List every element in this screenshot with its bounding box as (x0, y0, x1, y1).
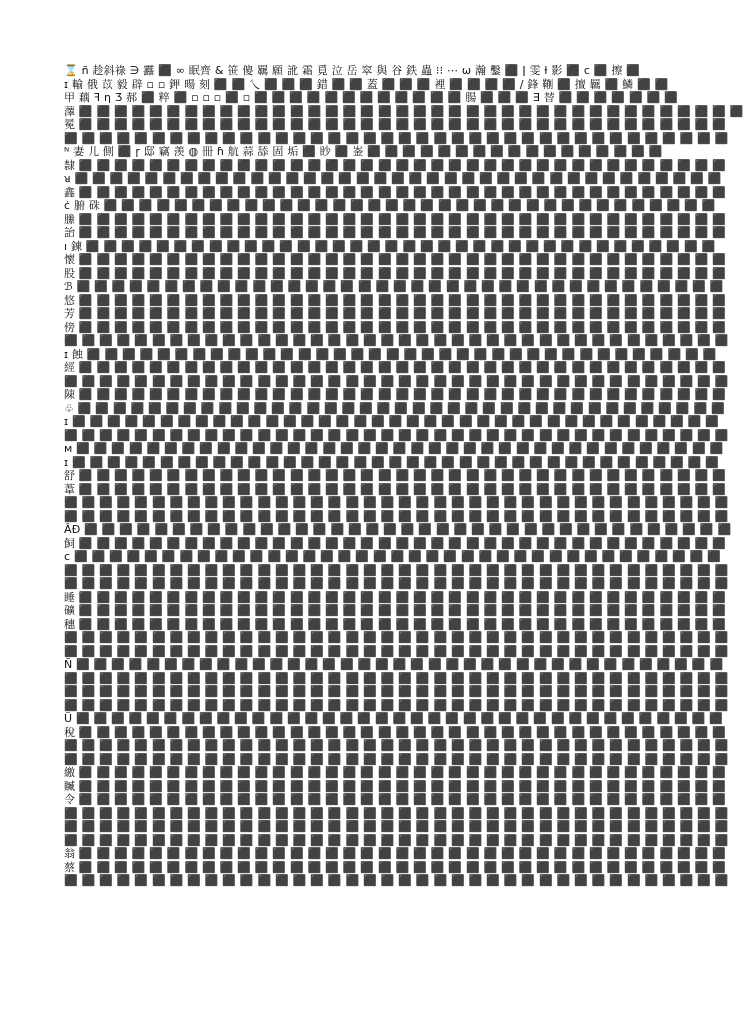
text-line: ⬛ ⬛ ⬛ ⬛ ⬛ ⬛ ⬛ ⬛ ⬛ ⬛ ⬛ ⬛ ⬛ ⬛ ⬛ ⬛ ⬛ ⬛ ⬛ ⬛ ⬛ ⬛ ⬛ ⬛ ⬛ ⬛ ⬛ ⬛ ⬛ ⬛ ⬛ ⬛ ⬛ ⬛ ⬛ ⬛ ⬛ ⬛ (64, 698, 729, 712)
text-line: 芳 ⬛ ⬛ ⬛ ⬛ ⬛ ⬛ ⬛ ⬛ ⬛ ⬛ ⬛ ⬛ ⬛ ⬛ ⬛ ⬛ ⬛ ⬛ ⬛ ⬛ ⬛ ⬛ ⬛ ⬛ ⬛ ⬛ ⬛ ⬛ ⬛ ⬛ ⬛ ⬛ ⬛ ⬛ ⬛ ⬛ ⬛ (64, 307, 727, 320)
text-line: ⬛ ⬛ ⬛ ⬛ ⬛ ⬛ ⬛ ⬛ ⬛ ⬛ ⬛ ⬛ ⬛ ⬛ ⬛ ⬛ ⬛ ⬛ ⬛ ⬛ ⬛ ⬛ ⬛ ⬛ ⬛ ⬛ ⬛ ⬛ ⬛ ⬛ ⬛ ⬛ ⬛ ⬛ ⬛ ⬛ ⬛ ⬛ (64, 496, 729, 509)
text-line: 蔡 ⬛ ⬛ ⬛ ⬛ ⬛ ⬛ ⬛ ⬛ ⬛ ⬛ ⬛ ⬛ ⬛ ⬛ ⬛ ⬛ ⬛ ⬛ ⬛ ⬛ ⬛ ⬛ ⬛ ⬛ ⬛ ⬛ ⬛ ⬛ ⬛ ⬛ ⬛ ⬛ ⬛ ⬛ ⬛ ⬛ ⬛ (64, 860, 727, 874)
text-line: 睡 ⬛ ⬛ ⬛ ⬛ ⬛ ⬛ ⬛ ⬛ ⬛ ⬛ ⬛ ⬛ ⬛ ⬛ ⬛ ⬛ ⬛ ⬛ ⬛ ⬛ ⬛ ⬛ ⬛ ⬛ ⬛ ⬛ ⬛ ⬛ ⬛ ⬛ ⬛ ⬛ ⬛ ⬛ ⬛ ⬛ ⬛ (64, 590, 727, 604)
text-line: ⬛ ⬛ ⬛ ⬛ ⬛ ⬛ ⬛ ⬛ ⬛ ⬛ ⬛ ⬛ ⬛ ⬛ ⬛ ⬛ ⬛ ⬛ ⬛ ⬛ ⬛ ⬛ ⬛ ⬛ ⬛ ⬛ ⬛ ⬛ ⬛ ⬛ ⬛ ⬛ ⬛ ⬛ ⬛ ⬛ ⬛ ⬛ (64, 509, 729, 523)
text-line: ℬ ⬛ ⬛ ⬛ ⬛ ⬛ ⬛ ⬛ ⬛ ⬛ ⬛ ⬛ ⬛ ⬛ ⬛ ⬛ ⬛ ⬛ ⬛ ⬛ ⬛ ⬛ ⬛ ⬛ ⬛ ⬛ ⬛ ⬛ ⬛ ⬛ ⬛ ⬛ ⬛ ⬛ ⬛ ⬛ ⬛ ⬛ (64, 280, 724, 293)
text-line: 穗 ⬛ ⬛ ⬛ ⬛ ⬛ ⬛ ⬛ ⬛ ⬛ ⬛ ⬛ ⬛ ⬛ ⬛ ⬛ ⬛ ⬛ ⬛ ⬛ ⬛ ⬛ ⬛ ⬛ ⬛ ⬛ ⬛ ⬛ ⬛ ⬛ ⬛ ⬛ ⬛ ⬛ ⬛ ⬛ ⬛ ⬛ (64, 617, 727, 631)
text-line: ⬛ ⬛ ⬛ ⬛ ⬛ ⬛ ⬛ ⬛ ⬛ ⬛ ⬛ ⬛ ⬛ ⬛ ⬛ ⬛ ⬛ ⬛ ⬛ ⬛ ⬛ ⬛ ⬛ ⬛ ⬛ ⬛ ⬛ ⬛ ⬛ ⬛ ⬛ ⬛ ⬛ ⬛ ⬛ ⬛ ⬛ ⬛ (64, 874, 729, 887)
text-line: 繳 ⬛ ⬛ ⬛ ⬛ ⬛ ⬛ ⬛ ⬛ ⬛ ⬛ ⬛ ⬛ ⬛ ⬛ ⬛ ⬛ ⬛ ⬛ ⬛ ⬛ ⬛ ⬛ ⬛ ⬛ ⬛ ⬛ ⬛ ⬛ ⬛ ⬛ ⬛ ⬛ ⬛ ⬛ ⬛ ⬛ ⬛ (64, 766, 727, 779)
text-line: 冕 ⬛ ⬛ ⬛ ⬛ ⬛ ⬛ ⬛ ⬛ ⬛ ⬛ ⬛ ⬛ ⬛ ⬛ ⬛ ⬛ ⬛ ⬛ ⬛ ⬛ ⬛ ⬛ ⬛ ⬛ ⬛ ⬛ ⬛ ⬛ ⬛ ⬛ ⬛ ⬛ ⬛ ⬛ ⬛ ⬛ ⬛ (64, 118, 727, 131)
text-line: ⬛ ⬛ ⬛ ⬛ ⬛ ⬛ ⬛ ⬛ ⬛ ⬛ ⬛ ⬛ ⬛ ⬛ ⬛ ⬛ ⬛ ⬛ ⬛ ⬛ ⬛ ⬛ ⬛ ⬛ ⬛ ⬛ ⬛ ⬛ ⬛ ⬛ ⬛ ⬛ ⬛ ⬛ ⬛ ⬛ ⬛ ⬛ (64, 820, 729, 833)
text-line: 礦 ⬛ ⬛ ⬛ ⬛ ⬛ ⬛ ⬛ ⬛ ⬛ ⬛ ⬛ ⬛ ⬛ ⬛ ⬛ ⬛ ⬛ ⬛ ⬛ ⬛ ⬛ ⬛ ⬛ ⬛ ⬛ ⬛ ⬛ ⬛ ⬛ ⬛ ⬛ ⬛ ⬛ ⬛ ⬛ ⬛ ⬛ (64, 604, 727, 617)
text-line: 翁 ⬛ ⬛ ⬛ ⬛ ⬛ ⬛ ⬛ ⬛ ⬛ ⬛ ⬛ ⬛ ⬛ ⬛ ⬛ ⬛ ⬛ ⬛ ⬛ ⬛ ⬛ ⬛ ⬛ ⬛ ⬛ ⬛ ⬛ ⬛ ⬛ ⬛ ⬛ ⬛ ⬛ ⬛ ⬛ ⬛ ⬛ (64, 847, 727, 860)
text-line: 飼 ⬛ ⬛ ⬛ ⬛ ⬛ ⬛ ⬛ ⬛ ⬛ ⬛ ⬛ ⬛ ⬛ ⬛ ⬛ ⬛ ⬛ ⬛ ⬛ ⬛ ⬛ ⬛ ⬛ ⬛ ⬛ ⬛ ⬛ ⬛ ⬛ ⬛ ⬛ ⬛ ⬛ ⬛ ⬛ ⬛ ⬛ (64, 536, 727, 550)
text-line: 懷 ⬛ ⬛ ⬛ ⬛ ⬛ ⬛ ⬛ ⬛ ⬛ ⬛ ⬛ ⬛ ⬛ ⬛ ⬛ ⬛ ⬛ ⬛ ⬛ ⬛ ⬛ ⬛ ⬛ ⬛ ⬛ ⬛ ⬛ ⬛ ⬛ ⬛ ⬛ ⬛ ⬛ ⬛ ⬛ ⬛ ⬛ (64, 253, 727, 266)
text-line: 甲 藕 ꟻ η Ӡ 郝 ⬛ 粹 ⬛ ▫ ▫ ▫ ⬛ ▫ ⬛ ⬛ ⬛ ⬛ ⬛ ⬛ ⬛ ⬛ ⬛ ⬛ ⬛ ⬛ 腸 ⬛ ⬛ ⬛ ∃ 替 ⬛ ⬛ ⬛ ⬛ ⬛ ⬛ ⬛ (64, 91, 679, 104)
text-line: ᴚ ⬛ ⬛ ⬛ ⬛ ⬛ ⬛ ⬛ ⬛ ⬛ ⬛ ⬛ ⬛ ⬛ ⬛ ⬛ ⬛ ⬛ ⬛ ⬛ ⬛ ⬛ ⬛ ⬛ ⬛ ⬛ ⬛ ⬛ ⬛ ⬛ ⬛ ⬛ ⬛ ⬛ ⬛ ⬛ ⬛ ⬛ (64, 172, 722, 185)
text-line: 葦 ⬛ ⬛ ⬛ ⬛ ⬛ ⬛ ⬛ ⬛ ⬛ ⬛ ⬛ ⬛ ⬛ ⬛ ⬛ ⬛ ⬛ ⬛ ⬛ ⬛ ⬛ ⬛ ⬛ ⬛ ⬛ ⬛ ⬛ ⬛ ⬛ ⬛ ⬛ ⬛ ⬛ ⬛ ⬛ ⬛ ⬛ (64, 482, 727, 496)
text-line: 悠 ⬛ ⬛ ⬛ ⬛ ⬛ ⬛ ⬛ ⬛ ⬛ ⬛ ⬛ ⬛ ⬛ ⬛ ⬛ ⬛ ⬛ ⬛ ⬛ ⬛ ⬛ ⬛ ⬛ ⬛ ⬛ ⬛ ⬛ ⬛ ⬛ ⬛ ⬛ ⬛ ⬛ ⬛ ⬛ ⬛ ⬛ (64, 293, 727, 307)
text-line: ɪ ⬛ ⬛ ⬛ ⬛ ⬛ ⬛ ⬛ ⬛ ⬛ ⬛ ⬛ ⬛ ⬛ ⬛ ⬛ ⬛ ⬛ ⬛ ⬛ ⬛ ⬛ ⬛ ⬛ ⬛ ⬛ ⬛ ⬛ ⬛ ⬛ ⬛ ⬛ ⬛ ⬛ ⬛ ⬛ ⬛ ⬛ (64, 415, 720, 428)
text-line: ⬛ ⬛ ⬛ ⬛ ⬛ ⬛ ⬛ ⬛ ⬛ ⬛ ⬛ ⬛ ⬛ ⬛ ⬛ ⬛ ⬛ ⬛ ⬛ ⬛ ⬛ ⬛ ⬛ ⬛ ⬛ ⬛ ⬛ ⬛ ⬛ ⬛ ⬛ ⬛ ⬛ ⬛ ⬛ ⬛ ⬛ ⬛ (64, 671, 729, 685)
text-line: ÂĐ ⬛ ⬛ ⬛ ⬛ ⬛ ⬛ ⬛ ⬛ ⬛ ⬛ ⬛ ⬛ ⬛ ⬛ ⬛ ⬛ ⬛ ⬛ ⬛ ⬛ ⬛ ⬛ ⬛ ⬛ ⬛ ⬛ ⬛ ⬛ ⬛ ⬛ ⬛ ⬛ ⬛ ⬛ ⬛ ⬛ ⬛ (64, 523, 732, 536)
text-line: ⬛ ⬛ ⬛ ⬛ ⬛ ⬛ ⬛ ⬛ ⬛ ⬛ ⬛ ⬛ ⬛ ⬛ ⬛ ⬛ ⬛ ⬛ ⬛ ⬛ ⬛ ⬛ ⬛ ⬛ ⬛ ⬛ ⬛ ⬛ ⬛ ⬛ ⬛ ⬛ ⬛ ⬛ ⬛ ⬛ ⬛ ⬛ (64, 644, 729, 658)
text-line: ᴄ ⬛ ⬛ ⬛ ⬛ ⬛ ⬛ ⬛ ⬛ ⬛ ⬛ ⬛ ⬛ ⬛ ⬛ ⬛ ⬛ ⬛ ⬛ ⬛ ⬛ ⬛ ⬛ ⬛ ⬛ ⬛ ⬛ ⬛ ⬛ ⬛ ⬛ ⬛ ⬛ ⬛ ⬛ ⬛ ⬛ ⬛ (64, 550, 722, 563)
text-line: ⬛ ⬛ ⬛ ⬛ ⬛ ⬛ ⬛ ⬛ ⬛ ⬛ ⬛ ⬛ ⬛ ⬛ ⬛ ⬛ ⬛ ⬛ ⬛ ⬛ ⬛ ⬛ ⬛ ⬛ ⬛ ⬛ ⬛ ⬛ ⬛ ⬛ ⬛ ⬛ ⬛ ⬛ ⬛ ⬛ ⬛ ⬛ (64, 563, 729, 577)
garbled-text-block (64, 64, 744, 887)
text-line: ⬛ ⬛ ⬛ ⬛ ⬛ ⬛ ⬛ ⬛ ⬛ ⬛ ⬛ ⬛ ⬛ ⬛ ⬛ ⬛ ⬛ ⬛ ⬛ ⬛ ⬛ ⬛ ⬛ ⬛ ⬛ ⬛ ⬛ ⬛ ⬛ ⬛ ⬛ ⬛ ⬛ ⬛ ⬛ ⬛ ⬛ ⬛ (64, 752, 729, 766)
text-line: ⬛ ⬛ ⬛ ⬛ ⬛ ⬛ ⬛ ⬛ ⬛ ⬛ ⬛ ⬛ ⬛ ⬛ ⬛ ⬛ ⬛ ⬛ ⬛ ⬛ ⬛ ⬛ ⬛ ⬛ ⬛ ⬛ ⬛ ⬛ ⬛ ⬛ ⬛ ⬛ ⬛ ⬛ ⬛ ⬛ ⬛ ⬛ (64, 685, 729, 698)
text-line: 贓 ⬛ ⬛ ⬛ ⬛ ⬛ ⬛ ⬛ ⬛ ⬛ ⬛ ⬛ ⬛ ⬛ ⬛ ⬛ ⬛ ⬛ ⬛ ⬛ ⬛ ⬛ ⬛ ⬛ ⬛ ⬛ ⬛ ⬛ ⬛ ⬛ ⬛ ⬛ ⬛ ⬛ ⬛ ⬛ ⬛ ⬛ (64, 779, 727, 793)
text-line: ⬛ ⬛ ⬛ ⬛ ⬛ ⬛ ⬛ ⬛ ⬛ ⬛ ⬛ ⬛ ⬛ ⬛ ⬛ ⬛ ⬛ ⬛ ⬛ ⬛ ⬛ ⬛ ⬛ ⬛ ⬛ ⬛ ⬛ ⬛ ⬛ ⬛ ⬛ ⬛ ⬛ ⬛ ⬛ ⬛ ⬛ ⬛ (64, 739, 729, 752)
text-line: 股 ⬛ ⬛ ⬛ ⬛ ⬛ ⬛ ⬛ ⬛ ⬛ ⬛ ⬛ ⬛ ⬛ ⬛ ⬛ ⬛ ⬛ ⬛ ⬛ ⬛ ⬛ ⬛ ⬛ ⬛ ⬛ ⬛ ⬛ ⬛ ⬛ ⬛ ⬛ ⬛ ⬛ ⬛ ⬛ ⬛ ⬛ (64, 266, 727, 280)
text-line: ⬛ ⬛ ⬛ ⬛ ⬛ ⬛ ⬛ ⬛ ⬛ ⬛ ⬛ ⬛ ⬛ ⬛ ⬛ ⬛ ⬛ ⬛ ⬛ ⬛ ⬛ ⬛ ⬛ ⬛ ⬛ ⬛ ⬛ ⬛ ⬛ ⬛ ⬛ ⬛ ⬛ ⬛ ⬛ ⬛ ⬛ ⬛ (64, 577, 729, 590)
text-line: Ñ ⬛ ⬛ ⬛ ⬛ ⬛ ⬛ ⬛ ⬛ ⬛ ⬛ ⬛ ⬛ ⬛ ⬛ ⬛ ⬛ ⬛ ⬛ ⬛ ⬛ ⬛ ⬛ ⬛ ⬛ ⬛ ⬛ ⬛ ⬛ ⬛ ⬛ ⬛ ⬛ ⬛ ⬛ ⬛ ⬛ ⬛ (64, 658, 724, 671)
text-line: ɪ ⬛ ⬛ ⬛ ⬛ ⬛ ⬛ ⬛ ⬛ ⬛ ⬛ ⬛ ⬛ ⬛ ⬛ ⬛ ⬛ ⬛ ⬛ ⬛ ⬛ ⬛ ⬛ ⬛ ⬛ ⬛ ⬛ ⬛ ⬛ ⬛ ⬛ ⬛ ⬛ ⬛ ⬛ ⬛ ⬛ ⬛ (64, 455, 720, 469)
text-line: ⬛ ⬛ ⬛ ⬛ ⬛ ⬛ ⬛ ⬛ ⬛ ⬛ ⬛ ⬛ ⬛ ⬛ ⬛ ⬛ ⬛ ⬛ ⬛ ⬛ ⬛ ⬛ ⬛ ⬛ ⬛ ⬛ ⬛ ⬛ ⬛ ⬛ ⬛ ⬛ ⬛ ⬛ ⬛ ⬛ ⬛ ⬛ (64, 806, 729, 820)
text-line: ⬛ ⬛ ⬛ ⬛ ⬛ ⬛ ⬛ ⬛ ⬛ ⬛ ⬛ ⬛ ⬛ ⬛ ⬛ ⬛ ⬛ ⬛ ⬛ ⬛ ⬛ ⬛ ⬛ ⬛ ⬛ ⬛ ⬛ ⬛ ⬛ ⬛ ⬛ ⬛ ⬛ ⬛ ⬛ ⬛ ⬛ ⬛ (64, 833, 729, 847)
text-line: 隸 ⬛ ⬛ ⬛ ⬛ ⬛ ⬛ ⬛ ⬛ ⬛ ⬛ ⬛ ⬛ ⬛ ⬛ ⬛ ⬛ ⬛ ⬛ ⬛ ⬛ ⬛ ⬛ ⬛ ⬛ ⬛ ⬛ ⬛ ⬛ ⬛ ⬛ ⬛ ⬛ ⬛ ⬛ ⬛ ⬛ ⬛ (64, 158, 727, 172)
text-line: 舒 ⬛ ⬛ ⬛ ⬛ ⬛ ⬛ ⬛ ⬛ ⬛ ⬛ ⬛ ⬛ ⬛ ⬛ ⬛ ⬛ ⬛ ⬛ ⬛ ⬛ ⬛ ⬛ ⬛ ⬛ ⬛ ⬛ ⬛ ⬛ ⬛ ⬛ ⬛ ⬛ ⬛ ⬛ ⬛ ⬛ ⬛ (64, 469, 727, 482)
text-line: ⌛ ñ 趁斜祿 ∋ 䨺 ⬛ ∞ 眠齊 & 笹 傻 羈 願 訛 霜 覓 泣 岳 窣 與 谷 鉄 蟲 ⁝⁝ ⋯ ω 瀚 鑿 ⬛ ǀ 雯 ƚ 影 ⬛ ᴄ ⬛ 擦 ⬛ (64, 64, 641, 77)
text-line: ⬛ ⬛ ⬛ ⬛ ⬛ ⬛ ⬛ ⬛ ⬛ ⬛ ⬛ ⬛ ⬛ ⬛ ⬛ ⬛ ⬛ ⬛ ⬛ ⬛ ⬛ ⬛ ⬛ ⬛ ⬛ ⬛ ⬛ ⬛ ⬛ ⬛ ⬛ ⬛ ⬛ ⬛ ⬛ ⬛ ⬛ ⬛ (64, 374, 729, 388)
text-line: Ü ⬛ ⬛ ⬛ ⬛ ⬛ ⬛ ⬛ ⬛ ⬛ ⬛ ⬛ ⬛ ⬛ ⬛ ⬛ ⬛ ⬛ ⬛ ⬛ ⬛ ⬛ ⬛ ⬛ ⬛ ⬛ ⬛ ⬛ ⬛ ⬛ ⬛ ⬛ ⬛ ⬛ ⬛ ⬛ ⬛ ⬛ (64, 712, 724, 725)
text-line: 令 ⬛ ⬛ ⬛ ⬛ ⬛ ⬛ ⬛ ⬛ ⬛ ⬛ ⬛ ⬛ ⬛ ⬛ ⬛ ⬛ ⬛ ⬛ ⬛ ⬛ ⬛ ⬛ ⬛ ⬛ ⬛ ⬛ ⬛ ⬛ ⬛ ⬛ ⬛ ⬛ ⬛ ⬛ ⬛ ⬛ ⬛ (64, 793, 727, 806)
text-line: ɪ 輸 俄 苡 毅 辟 ▫ ▫ 鉀 暘 刻 ⬛ ⬛ 乀 ⬛ ⬛ ⬛ 錯 ⬛ ⬛ 蓋 ⬛ ⬛ ⬛ 裡 ⬛ ⬛ ⬛ ⬛ ∕ 鋒 鞩 ⬛ 擅 羈 ⬛ 鱗 ⬛ ⬛ (64, 77, 669, 91)
text-line: ⬛ ⬛ ⬛ ⬛ ⬛ ⬛ ⬛ ⬛ ⬛ ⬛ ⬛ ⬛ ⬛ ⬛ ⬛ ⬛ ⬛ ⬛ ⬛ ⬛ ⬛ ⬛ ⬛ ⬛ ⬛ ⬛ ⬛ ⬛ ⬛ ⬛ ⬛ ⬛ ⬛ ⬛ ⬛ ⬛ ⬛ ⬛ (64, 334, 729, 347)
text-line: 稅 ⬛ ⬛ ⬛ ⬛ ⬛ ⬛ ⬛ ⬛ ⬛ ⬛ ⬛ ⬛ ⬛ ⬛ ⬛ ⬛ ⬛ ⬛ ⬛ ⬛ ⬛ ⬛ ⬛ ⬛ ⬛ ⬛ ⬛ ⬛ ⬛ ⬛ ⬛ ⬛ ⬛ ⬛ ⬛ ⬛ ⬛ (64, 725, 727, 739)
text-line: ♧ ⬛ ⬛ ⬛ ⬛ ⬛ ⬛ ⬛ ⬛ ⬛ ⬛ ⬛ ⬛ ⬛ ⬛ ⬛ ⬛ ⬛ ⬛ ⬛ ⬛ ⬛ ⬛ ⬛ ⬛ ⬛ ⬛ ⬛ ⬛ ⬛ ⬛ ⬛ ⬛ ⬛ ⬛ ⬛ ⬛ ⬛ (64, 401, 725, 415)
text-line: 縢 ⬛ ⬛ ⬛ ⬛ ⬛ ⬛ ⬛ ⬛ ⬛ ⬛ ⬛ ⬛ ⬛ ⬛ ⬛ ⬛ ⬛ ⬛ ⬛ ⬛ ⬛ ⬛ ⬛ ⬛ ⬛ ⬛ ⬛ ⬛ ⬛ ⬛ ⬛ ⬛ ⬛ ⬛ ⬛ ⬛ ⬛ (64, 212, 727, 226)
text-line: ɪ 蝕 ⬛ ⬛ ⬛ ⬛ ⬛ ⬛ ⬛ ⬛ ⬛ ⬛ ⬛ ⬛ ⬛ ⬛ ⬛ ⬛ ⬛ ⬛ ⬛ ⬛ ⬛ ⬛ ⬛ ⬛ ⬛ ⬛ ⬛ ⬛ ⬛ ⬛ ⬛ ⬛ ⬛ ⬛ ⬛ ⬛ (64, 347, 717, 361)
text-line: 詒 ⬛ ⬛ ⬛ ⬛ ⬛ ⬛ ⬛ ⬛ ⬛ ⬛ ⬛ ⬛ ⬛ ⬛ ⬛ ⬛ ⬛ ⬛ ⬛ ⬛ ⬛ ⬛ ⬛ ⬛ ⬛ ⬛ ⬛ ⬛ ⬛ ⬛ ⬛ ⬛ ⬛ ⬛ ⬛ ⬛ ⬛ (64, 226, 727, 239)
text-line: ⬛ ⬛ ⬛ ⬛ ⬛ ⬛ ⬛ ⬛ ⬛ ⬛ ⬛ ⬛ ⬛ ⬛ ⬛ ⬛ ⬛ ⬛ ⬛ ⬛ ⬛ ⬛ ⬛ ⬛ ⬛ ⬛ ⬛ ⬛ ⬛ ⬛ ⬛ ⬛ ⬛ ⬛ ⬛ ⬛ ⬛ ⬛ (64, 631, 729, 644)
text-line: 經 ⬛ ⬛ ⬛ ⬛ ⬛ ⬛ ⬛ ⬛ ⬛ ⬛ ⬛ ⬛ ⬛ ⬛ ⬛ ⬛ ⬛ ⬛ ⬛ ⬛ ⬛ ⬛ ⬛ ⬛ ⬛ ⬛ ⬛ ⬛ ⬛ ⬛ ⬛ ⬛ ⬛ ⬛ ⬛ ⬛ ⬛ (64, 361, 727, 374)
text-line: ı 鍊 ⬛ ⬛ ⬛ ⬛ ⬛ ⬛ ⬛ ⬛ ⬛ ⬛ ⬛ ⬛ ⬛ ⬛ ⬛ ⬛ ⬛ ⬛ ⬛ ⬛ ⬛ ⬛ ⬛ ⬛ ⬛ ⬛ ⬛ ⬛ ⬛ ⬛ ⬛ ⬛ ⬛ ⬛ ⬛ ⬛ (64, 239, 716, 253)
text-line: ᴍ ⬛ ⬛ ⬛ ⬛ ⬛ ⬛ ⬛ ⬛ ⬛ ⬛ ⬛ ⬛ ⬛ ⬛ ⬛ ⬛ ⬛ ⬛ ⬛ ⬛ ⬛ ⬛ ⬛ ⬛ ⬛ ⬛ ⬛ ⬛ ⬛ ⬛ ⬛ ⬛ ⬛ ⬛ ⬛ ⬛ ⬛ (64, 442, 724, 455)
text-line: ᴺ 妻 儿 側 ⬛ ɼ 邸 竊 羡 ◍ 冊 ɦ 航 蒜 舔 固 垢 ⬛ 眇 ⬛ 崟 ⬛ ⬛ ⬛ ⬛ ⬛ ⬛ ⬛ ⬛ ⬛ ⬛ ⬛ ⬛ ⬛ ⬛ ⬛ ⬛ ⬛ (64, 145, 663, 158)
text-line: ⬛ ⬛ ⬛ ⬛ ⬛ ⬛ ⬛ ⬛ ⬛ ⬛ ⬛ ⬛ ⬛ ⬛ ⬛ ⬛ ⬛ ⬛ ⬛ ⬛ ⬛ ⬛ ⬛ ⬛ ⬛ ⬛ ⬛ ⬛ ⬛ ⬛ ⬛ ⬛ ⬛ ⬛ ⬛ ⬛ ⬛ ⬛ (64, 131, 729, 145)
text-line: 鑫 ⬛ ⬛ ⬛ ⬛ ⬛ ⬛ ⬛ ⬛ ⬛ ⬛ ⬛ ⬛ ⬛ ⬛ ⬛ ⬛ ⬛ ⬛ ⬛ ⬛ ⬛ ⬛ ⬛ ⬛ ⬛ ⬛ ⬛ ⬛ ⬛ ⬛ ⬛ ⬛ ⬛ ⬛ ⬛ ⬛ ⬛ (64, 185, 727, 199)
text-line: 䕪 ⬛ ⬛ ⬛ ⬛ ⬛ ⬛ ⬛ ⬛ ⬛ ⬛ ⬛ ⬛ ⬛ ⬛ ⬛ ⬛ ⬛ ⬛ ⬛ ⬛ ⬛ ⬛ ⬛ ⬛ ⬛ ⬛ ⬛ ⬛ ⬛ ⬛ ⬛ ⬛ ⬛ ⬛ ⬛ ⬛ ⬛ ⬛ (64, 104, 744, 118)
text-line: 陳 ⬛ ⬛ ⬛ ⬛ ⬛ ⬛ ⬛ ⬛ ⬛ ⬛ ⬛ ⬛ ⬛ ⬛ ⬛ ⬛ ⬛ ⬛ ⬛ ⬛ ⬛ ⬛ ⬛ ⬛ ⬛ ⬛ ⬛ ⬛ ⬛ ⬛ ⬛ ⬛ ⬛ ⬛ ⬛ ⬛ ⬛ (64, 388, 727, 401)
text-line: 傍 ⬛ ⬛ ⬛ ⬛ ⬛ ⬛ ⬛ ⬛ ⬛ ⬛ ⬛ ⬛ ⬛ ⬛ ⬛ ⬛ ⬛ ⬛ ⬛ ⬛ ⬛ ⬛ ⬛ ⬛ ⬛ ⬛ ⬛ ⬛ ⬛ ⬛ ⬛ ⬛ ⬛ ⬛ ⬛ ⬛ ⬛ (64, 320, 727, 334)
text-line: ⬛ ⬛ ⬛ ⬛ ⬛ ⬛ ⬛ ⬛ ⬛ ⬛ ⬛ ⬛ ⬛ ⬛ ⬛ ⬛ ⬛ ⬛ ⬛ ⬛ ⬛ ⬛ ⬛ ⬛ ⬛ ⬛ ⬛ ⬛ ⬛ ⬛ ⬛ ⬛ ⬛ ⬛ ⬛ ⬛ ⬛ ⬛ (64, 428, 729, 442)
text-line: ċ 腑 硃 ⬛ ⬛ ⬛ ⬛ ⬛ ⬛ ⬛ ⬛ ⬛ ⬛ ⬛ ⬛ ⬛ ⬛ ⬛ ⬛ ⬛ ⬛ ⬛ ⬛ ⬛ ⬛ ⬛ ⬛ ⬛ ⬛ ⬛ ⬛ ⬛ ⬛ ⬛ ⬛ ⬛ ⬛ ⬛ (64, 199, 716, 212)
